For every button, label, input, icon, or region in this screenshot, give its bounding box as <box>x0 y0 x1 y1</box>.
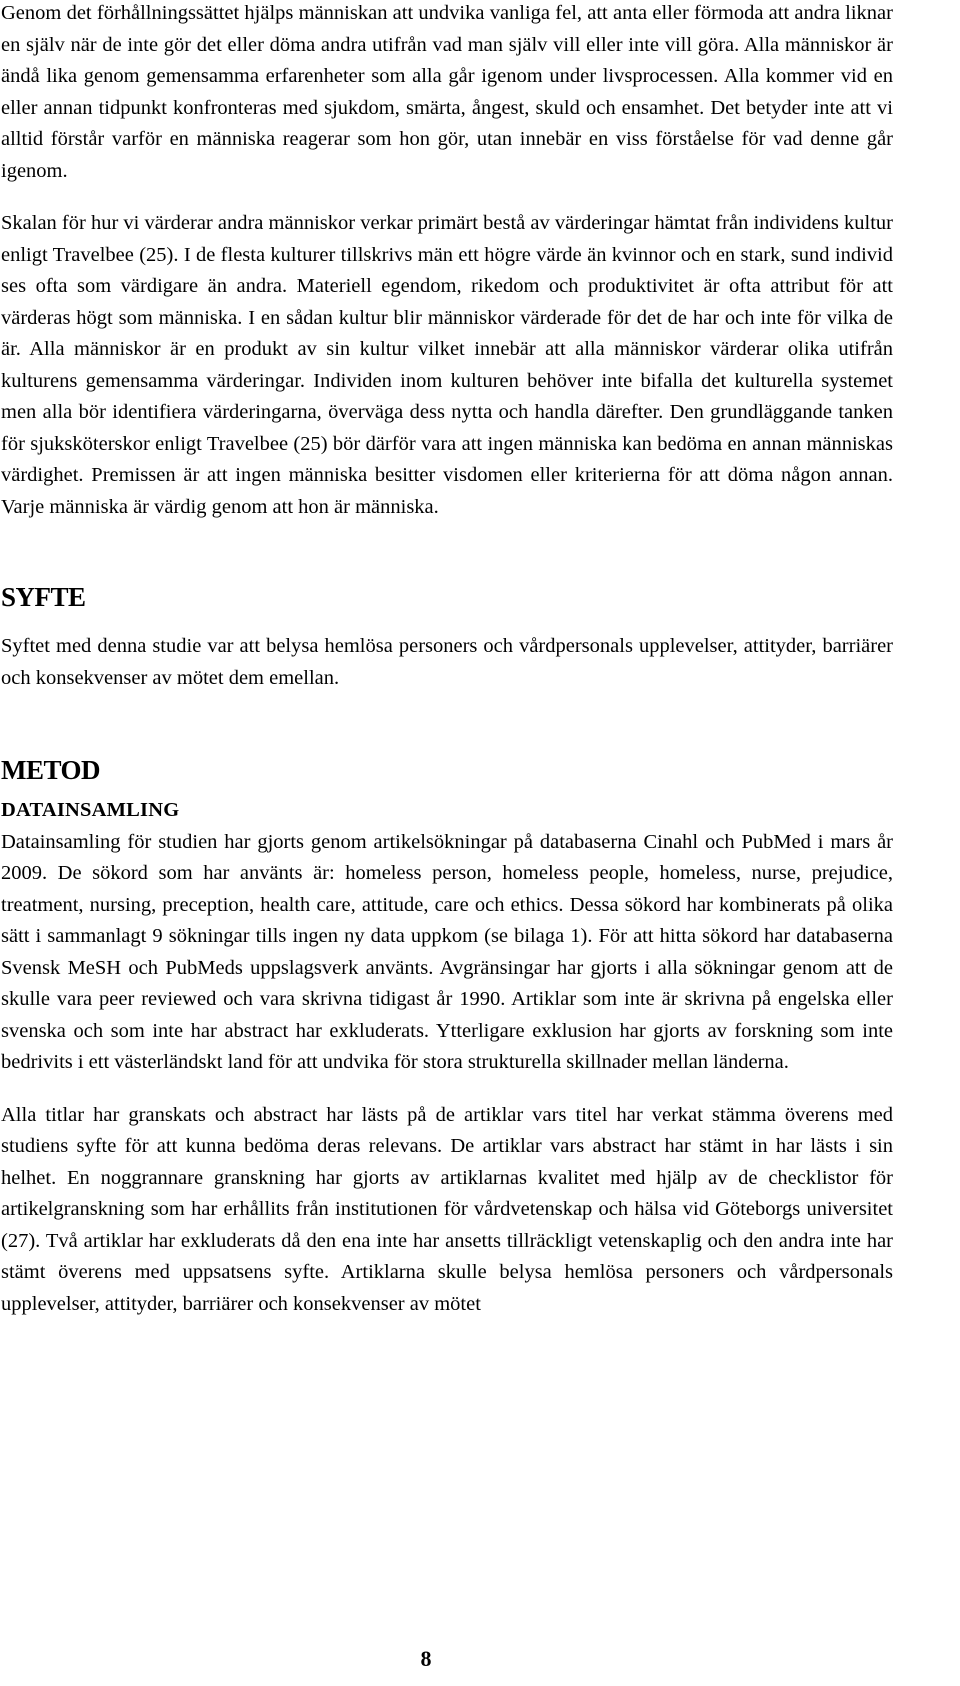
body-paragraph: Alla titlar har granskats och abstract har lästs på de artiklar vars titel har verkat stämma överens med studiens syfte för att kunna bedöma deras relevans. De artiklar vars abstract har stämt in har lästs i sin helhet. En noggrannare granskning har gjorts av artiklarnas kvalitet med hjälp av de checklistor för artikelgranskning som har erhållits från institutionen för vårdvetenskap och hälsa vid Göteborgs universitet (27). Två artiklar har exkluderats då den ena inte har ansetts tillräckligt vetenskaplig och den andra inte har stämt överens med uppsatsens syfte. Artiklarna skulle belysa hemlösa personers och vårdpersonals upplevelser, attityder, barriärer och konsekvenser av mötet <box>1 1103 893 1315</box>
heading-spacer <box>1 614 893 631</box>
section-heading-syfte: SYFTE <box>1 582 86 612</box>
section-spacer <box>1 694 893 753</box>
page-number: 8 <box>420 1646 432 1671</box>
heading-spacer <box>1 787 893 795</box>
subsection-heading-datainsamling: DATAINSAMLING <box>1 799 180 821</box>
body-paragraph: Skalan för hur vi värderar andra människor verkar primärt bestå av värderingar hämtat från individens kultur enligt Travelbee (25). I de flesta kulturer tillskrivs män ett högre värde än kvinnor och en stark, sund individ ses ofta som värdigare än andra. Materiell egendom, rikedom och produktivitet är ofta attribut för att värderas högt som människa. I en sådan kultur blir människor värderade för det de har och inte för vilka de är. Alla människor är en produkt av sin kultur vilket innebär att alla människor värderar olika utifrån kulturens gemensamma värderingar. Individen inom kulturen behöver inte bifalla det kulturella systemet men alla bör identifiera värderingarna, överväga dess nytta och handla därefter. Den grundläggande tanken för sjuksköterskor enligt Travelbee (25) bör därför vara att ingen människa kan bedöma en annan människas värdighet. Premissen är att ingen människa besitter visdomen eller kriterierna för att döma någon annan. Varje människa är värdig genom att hon är människa. <box>1 212 893 518</box>
body-paragraph: Datainsamling för studien har gjorts genom artikelsökningar på databaserna Cinahl och PubMed i mars år 2009. De sökord som har använts är: homeless person, homeless people, homeless, nurse, prejudice, treatment, nursing, preception, health care, attitude, care och ethics. Dessa sökord har kombinerats på olika sätt i sammanlagt 9 sökningar tills ingen ny data uppkom (se bilaga 1). För att hitta sökord har databaserna Svensk MeSH och PubMeds uppslagsverk använts. Avgränsingar har gjorts i alla sökningar genom att de skulle vara peer reviewed och vara skrivna tidigast år 1990. Artiklar som inte är skrivna på engelska eller svenska och som inte har abstract har exkluderats. Ytterligare exklusion har gjorts av forskning som inte bedrivits i ett västerländskt land för att undvika för stora strukturella skillnader mellan länderna. <box>1 830 893 1073</box>
paragraph-spacer <box>1 187 893 208</box>
syfte-paragraph: Syftet med denna studie var att belysa hemlösa personers och vårdpersonals upplevelser, attityder, barriärer och konsekvenser av mötet dem emellan. <box>1 635 893 689</box>
paragraph-spacer <box>1 1079 893 1100</box>
section-heading-metod: METOD <box>1 755 101 785</box>
body-paragraph: Genom det förhållningssättet hjälps människan att undvika vanliga fel, att anta eller förmoda att andra liknar en själv när de inte gör det eller döma andra utifrån vad man själv vill eller inte vill göra. Alla människor är ändå lika genom gemensamma erfarenheter som alla går igenom under livsprocessen. Alla kommer vid en eller annan tidpunkt konfronteras med sjukdom, smärta, ångest, skuld och ensamhet. Det betyder inte att vi alltid förstår varför en människa reagerar som hon gör, utan innebär en viss förståelse för vad denne går igenom. <box>1 2 893 182</box>
page-content <box>1 0 893 1320</box>
section-spacer <box>1 523 893 580</box>
